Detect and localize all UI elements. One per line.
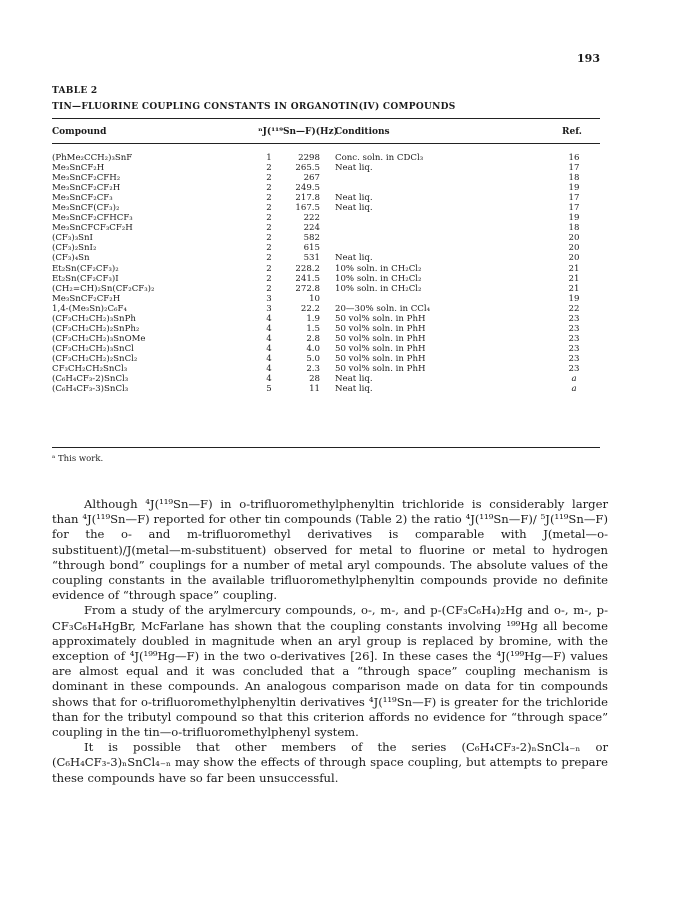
cell-compound: 1,4-(Me₃Sn)₂C₆F₄	[52, 303, 127, 314]
cell-n: 2	[266, 193, 272, 204]
cell-coupling: 265.5	[295, 163, 320, 174]
cell-compound: Me₃SnCF₂H	[52, 163, 105, 174]
table-row	[52, 284, 600, 294]
cell-n: 2	[266, 203, 272, 214]
table-row	[52, 324, 600, 334]
table-row	[52, 243, 600, 253]
cell-conditions: Neat liq.	[335, 203, 373, 214]
cell-compound: Me₃SnCF₂CFH₂	[52, 173, 121, 184]
cell-coupling: 222	[303, 213, 320, 224]
cell-compound: Me₃SnCF₂CFHCF₃	[52, 213, 133, 224]
table-row	[52, 163, 600, 173]
cell-ref: 20	[568, 253, 580, 264]
cell-ref: 21	[568, 263, 580, 274]
header-conditions: Conditions	[335, 127, 390, 137]
cell-ref: 18	[568, 173, 580, 184]
cell-conditions: Neat liq.	[335, 253, 373, 264]
cell-coupling: 167.5	[295, 203, 320, 214]
cell-compound: (PhMe₂CCH₂)₃SnF	[52, 153, 133, 163]
table-row	[52, 274, 600, 284]
cell-compound: (CF₃CH₂CH₂)₃SnPh	[52, 313, 136, 324]
cell-n: 4	[266, 333, 272, 344]
header-coupling: ⁿJ(¹¹⁹Sn—F)(Hz)	[258, 127, 338, 137]
table-row	[52, 354, 600, 364]
cell-coupling: 28	[309, 374, 320, 385]
cell-ref: 23	[568, 363, 580, 374]
table-row	[52, 304, 600, 314]
table-label: TABLE 2	[52, 86, 98, 96]
table-title: TIN—FLUORINE COUPLING CONSTANTS IN ORGANOTIN(IV) COMPOUNDS	[52, 102, 456, 112]
cell-compound: Me₃SnCF₂CF₂H	[52, 183, 121, 194]
cell-n: 4	[266, 313, 272, 324]
cell-conditions: 50 vol% soln. in PhH	[335, 353, 426, 364]
cell-coupling: 1.5	[306, 323, 320, 334]
table-row	[52, 253, 600, 263]
cell-compound: Et₂Sn(CF₂CF₃)I	[52, 273, 119, 284]
cell-coupling: 1.9	[306, 313, 320, 324]
cell-ref: 17	[568, 163, 580, 174]
cell-n: 3	[266, 293, 272, 304]
cell-compound: Me₃SnCFCF₃CF₂H	[52, 223, 133, 234]
table-row	[52, 233, 600, 243]
cell-coupling: 4.0	[306, 343, 320, 354]
table-row	[52, 213, 600, 223]
cell-coupling: 272.8	[295, 283, 320, 294]
table-row	[52, 294, 600, 304]
cell-n: 2	[266, 283, 272, 294]
cell-ref: 21	[568, 283, 580, 294]
cell-n: 2	[266, 263, 272, 274]
cell-conditions: 10% soln. in CH₂Cl₂	[335, 273, 422, 284]
table-row	[52, 374, 600, 384]
paragraph: It is possible that other members of the series (C₆H₄CF₃-2)ₙSnCl₄₋ₙ or (C₆H₄CF₃-3)ₙSnCl₄₋ₙ may show the effects of through space coupling, but attempts to prepare these compounds have so far been unsuccessful.	[52, 740, 608, 785]
cell-compound: (CF₃CH₂CH₂)₃SnCl	[52, 343, 134, 354]
cell-n: 1	[266, 153, 272, 163]
cell-ref: 18	[568, 223, 580, 234]
cell-n: 2	[266, 183, 272, 194]
cell-coupling: 531	[303, 253, 320, 264]
cell-conditions: 50 vol% soln. in PhH	[335, 343, 426, 354]
cell-coupling: 217.8	[295, 193, 320, 204]
cell-coupling: 582	[303, 233, 320, 244]
cell-conditions: Neat liq.	[335, 193, 373, 204]
cell-compound: (CF₃)₂SnI₂	[52, 243, 97, 254]
cell-compound: (CF₃)₃SnI	[52, 233, 93, 244]
cell-conditions: Neat liq.	[335, 163, 373, 174]
cell-ref: 23	[568, 323, 580, 334]
cell-conditions: 10% soln. in CH₂Cl₂	[335, 283, 422, 294]
cell-ref: 19	[568, 293, 580, 304]
table-header-rule	[52, 143, 600, 144]
cell-ref: 20	[568, 243, 580, 254]
table-row	[52, 364, 600, 374]
cell-conditions: 50 vol% soln. in PhH	[335, 313, 426, 324]
cell-compound: (CF₃CH₂CH₂)₂SnPh₂	[52, 323, 140, 334]
table-row	[52, 264, 600, 274]
table-row	[52, 203, 600, 213]
table-row	[52, 334, 600, 344]
body-text	[52, 497, 608, 786]
cell-conditions: 20—30% soln. in CCl₄	[335, 303, 431, 314]
paragraph: From a study of the arylmercury compounds, o-, m-, and p-(CF₃C₆H₄)₂Hg and o-, m-, p-CF₃C₆H₄HgBr, McFarlane has shown that the coupling constants involving ¹⁹⁹Hg all become approximately doubled in magnitude when an aryl group is replaced by bromine, with the exception of ⁴J(¹⁹⁹Hg—F) in the two o-derivatives [26]. In these cases the ⁴J(¹⁹⁹Hg—F) values are almost equal and it was concluded that a “through space” coupling mechanism is dominant in these compounds. An analogous comparison made on data for tin compounds shows that for o-trifluoromethylphenyltin derivatives ⁴J(¹¹⁹Sn—F) is greater for the trichloride than for the tributyl compound so that this criterion affords no evidence for “through space” coupling in the tin—o-trifluoromethylphenyl system.	[52, 603, 608, 740]
cell-coupling: 224	[303, 223, 320, 234]
table-row	[52, 183, 600, 193]
cell-coupling: 249.5	[295, 183, 320, 194]
cell-ref: a	[571, 384, 577, 395]
cell-compound: Et₂Sn(CF₂CF₃)₂	[52, 263, 119, 274]
cell-coupling: 267	[303, 173, 320, 184]
cell-conditions: Neat liq.	[335, 374, 373, 385]
cell-coupling: 2.3	[306, 363, 320, 374]
cell-compound: Me₃SnCF₂CF₂H	[52, 293, 121, 304]
cell-ref: 23	[568, 313, 580, 324]
cell-compound: (CF₃CH₂CH₂)₃SnOMe	[52, 333, 146, 344]
table-body	[52, 153, 600, 394]
cell-n: 2	[266, 173, 272, 184]
cell-ref: 21	[568, 273, 580, 284]
cell-n: 4	[266, 353, 272, 364]
cell-coupling: 615	[303, 243, 320, 254]
cell-compound: (CF₃CH₂CH₂)₂SnCl₂	[52, 353, 138, 364]
cell-coupling: 2298	[298, 153, 320, 163]
cell-compound: Me₃SnCF₂CF₃	[52, 193, 113, 204]
cell-compound: Me₃SnCF(CF₃)₂	[52, 203, 120, 214]
cell-n: 2	[266, 163, 272, 174]
cell-compound: CF₃CH₂CH₂SnCl₃	[52, 363, 128, 374]
cell-n: 3	[266, 303, 272, 314]
cell-compound: (CF₃)₄Sn	[52, 253, 90, 264]
header-ref: Ref.	[562, 127, 582, 137]
cell-ref: 20	[568, 233, 580, 244]
cell-ref: 19	[568, 213, 580, 224]
cell-ref: 22	[568, 303, 580, 314]
cell-compound: (CH₂=CH)₂Sn(CF₂CF₃)₂	[52, 283, 155, 294]
cell-n: 5	[266, 384, 272, 395]
cell-coupling: 10	[309, 293, 320, 304]
cell-coupling: 2.8	[306, 333, 320, 344]
cell-ref: 23	[568, 333, 580, 344]
cell-ref: 17	[568, 193, 580, 204]
cell-ref: 23	[568, 343, 580, 354]
table-bottom-rule	[52, 447, 600, 448]
table-row	[52, 223, 600, 233]
cell-n: 2	[266, 233, 272, 244]
cell-conditions: 50 vol% soln. in PhH	[335, 333, 426, 344]
cell-conditions: 10% soln. in CH₂Cl₂	[335, 263, 422, 274]
table-row	[52, 173, 600, 183]
cell-ref: 16	[568, 153, 580, 163]
cell-conditions: 50 vol% soln. in PhH	[335, 363, 426, 374]
table-row	[52, 153, 600, 163]
table-top-rule	[52, 118, 600, 119]
table-row	[52, 314, 600, 324]
table-footnote: ᵃ This work.	[52, 454, 104, 464]
cell-ref: 17	[568, 203, 580, 214]
cell-coupling: 22.2	[300, 303, 320, 314]
cell-ref: 23	[568, 353, 580, 364]
cell-n: 4	[266, 374, 272, 385]
cell-ref: 19	[568, 183, 580, 194]
cell-n: 2	[266, 213, 272, 224]
cell-coupling: 241.5	[295, 273, 320, 284]
cell-ref: a	[571, 374, 577, 385]
cell-conditions: 50 vol% soln. in PhH	[335, 323, 426, 334]
paragraph: Although ⁴J(¹¹⁹Sn—F) in o-trifluoromethylphenyltin trichloride is considerably larger than ⁴J(¹¹⁹Sn—F) reported for other tin compounds (Table 2) the ratio ⁴J(¹¹⁹Sn—F)/ ⁵J(¹¹⁹Sn—F) for the o- and m-trifluoromethyl derivatives is comparable with J(metal—o-substituent)/J(metal—m-substituent) observed for metal to fluorine or metal to hydrogen “through bond” couplings for a number of metal aryl compounds. The absolute values of the coupling constants in the available trifluoromethylphenyltin compounds provide no definite evidence of “through space” coupling.	[52, 497, 608, 603]
table-row	[52, 344, 600, 354]
cell-n: 4	[266, 363, 272, 374]
cell-compound: (C₆H₄CF₃-2)SnCl₃	[52, 374, 129, 385]
table-row	[52, 193, 600, 203]
cell-coupling: 5.0	[306, 353, 320, 364]
cell-n: 2	[266, 223, 272, 234]
cell-n: 2	[266, 243, 272, 254]
cell-coupling: 228.2	[295, 263, 320, 274]
cell-n: 2	[266, 273, 272, 284]
cell-n: 4	[266, 343, 272, 354]
page-number: 193	[577, 52, 600, 65]
cell-n: 4	[266, 323, 272, 334]
cell-coupling: 11	[309, 384, 320, 395]
cell-conditions: Conc. soln. in CDCl₃	[335, 153, 424, 163]
cell-n: 2	[266, 253, 272, 264]
cell-conditions: Neat liq.	[335, 384, 373, 395]
cell-compound: (C₆H₄CF₃-3)SnCl₃	[52, 384, 129, 395]
header-compound: Compound	[52, 127, 107, 137]
table-row	[52, 384, 600, 394]
